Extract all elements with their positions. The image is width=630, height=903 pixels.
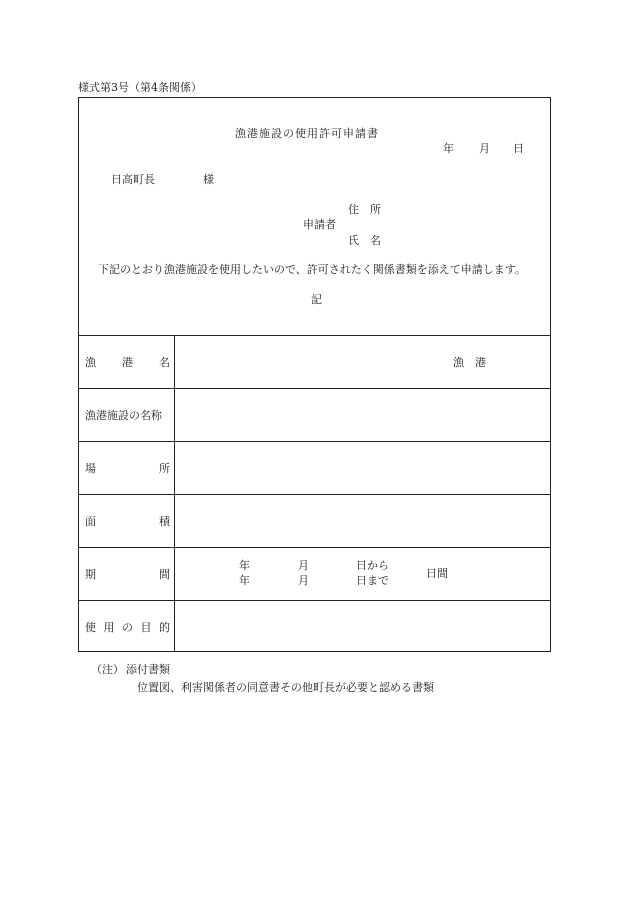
applicant-address-label: 住 所 — [348, 203, 381, 216]
applicant-name-label: 氏 名 — [348, 234, 381, 247]
notes-heading: 添付書類 — [126, 663, 170, 676]
form-number: 様式第3号（第4条関係） — [78, 81, 202, 94]
port-name-suffix: 漁 港 — [453, 356, 486, 369]
divider-row-5 — [79, 600, 550, 601]
period-to-month: 月 — [298, 574, 309, 587]
period-from-month: 月 — [298, 559, 309, 572]
body-text: 下記のとおり漁港施設を使用したいので、許可されたく関係書類を添えて申請します。 — [98, 263, 526, 276]
date-year: 年 — [443, 142, 454, 155]
period-days: 日間 — [426, 567, 448, 580]
row-port-name-label: 漁 港 名 — [85, 356, 170, 369]
form-title: 漁港施設の使用許可申請書 — [235, 127, 379, 140]
divider-header — [79, 335, 550, 336]
date-day: 日 — [513, 142, 524, 155]
notes-text: 位置図、利害関係者の同意書その他町長が必要と認める書類 — [137, 681, 434, 694]
period-to-day: 日まで — [356, 574, 389, 587]
label-column-divider — [174, 335, 175, 652]
ki-marker: 記 — [311, 293, 322, 306]
divider-row-2 — [79, 441, 550, 442]
divider-row-4 — [79, 547, 550, 548]
notes-marker: （注） — [91, 663, 124, 676]
divider-row-1 — [79, 388, 550, 389]
period-to-year: 年 — [239, 574, 250, 587]
row-period-label: 期 間 — [85, 568, 170, 581]
row-area-label: 面 積 — [85, 515, 170, 528]
row-location-label: 場 所 — [85, 462, 170, 475]
row-purpose-label: 使 用 の 目 的 — [85, 621, 170, 634]
addressee-name: 日高町長 — [111, 173, 155, 186]
period-from-year: 年 — [239, 559, 250, 572]
divider-row-3 — [79, 494, 550, 495]
period-from-day: 日から — [356, 559, 389, 572]
application-form — [78, 97, 551, 652]
date-month: 月 — [479, 142, 490, 155]
addressee-honorific: 様 — [203, 173, 214, 186]
applicant-label: 申請者 — [303, 218, 336, 231]
row-facility-name-label: 漁港施設の名称 — [85, 409, 162, 422]
